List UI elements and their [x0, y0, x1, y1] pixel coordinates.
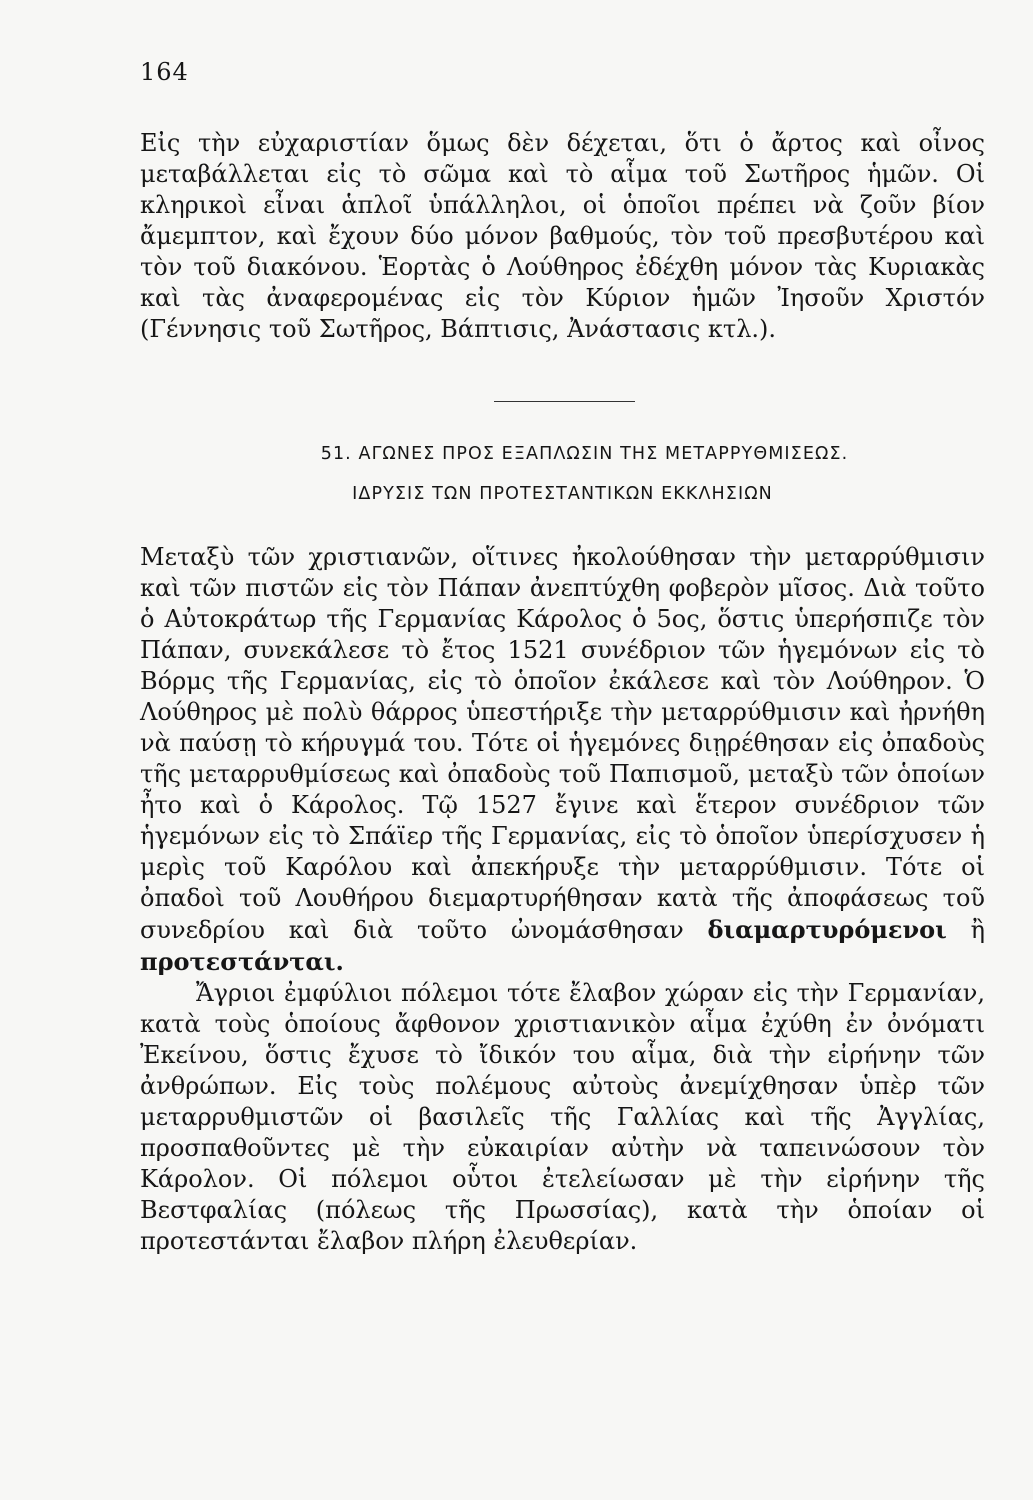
paragraph-1 [140, 542, 985, 978]
section-body [140, 542, 985, 1257]
intro-paragraph [140, 128, 985, 345]
section-heading-line-2: ΙΔΡΥΣΙΣ ΤΩΝ ΠΡΟΤΕΣΤΑΝΤΙΚΩΝ ΕΚΚΛΗΣΙΩΝ [352, 484, 773, 504]
paragraph-2: Ἄγριοι ἐμφύλιοι πόλεμοι τότε ἔλαβον χώραν εἰς τὴν Γερμανίαν, κατὰ τοὺς ὁποίους ἄφθονον χριστιανικὸν αἷμα ἐχύθη ἐν ὀνόματι Ἐκείνου, ὅστις ἔχυσε τὸ ἴδικόν του αἷμα, διὰ τὴν εἰρήνην τῶν ἀνθρώπων. Εἰς τοὺς πολέμους αὐτοὺς ἀνεμίχθησαν ὑπὲρ τῶν μεταρρυθμιστῶν οἱ βασιλεῖς τῆς Γαλλίας καὶ τῆς Ἀγγλίας, προσπαθοῦντες μὲ τὴν εὐκαιρίαν αὐτὴν νὰ ταπεινώσουν τὸν Κάρολον. Οἱ πόλεμοι οὗτοι ἐτελείωσαν μὲ τὴν εἰρήνην τῆς Βεστφαλίας (πόλεως τῆς Πρωσσίας), κατὰ τὴν ὁποίαν οἱ προτεστάνται ἔλαβον πλήρη ἐλευθερίαν. [140, 979, 985, 1255]
bold-term-2: προτεστάνται. [140, 947, 344, 976]
paragraph-1-text: Μεταξὺ τῶν χριστιανῶν, οἵτινες ἠκολούθησαν τὴν μεταρρύθμισιν καὶ τῶν πιστῶν εἰς τὸν Πάπαν ἀνεπτύχθη φοβερὸν μῖσος. Διὰ τοῦτο ὁ Αὐτοκράτωρ τῆς Γερμανίας Κάρολος ὁ 5ος, ὅστις ὑπερήσπιζε τὸν Πάπαν, συνεκάλεσε τὸ ἔτος 1521 συνέδριον τῶν ἡγεμόνων εἰς τὸ Βόρμς τῆς Γερμανίας, εἰς τὸ ὁποῖον ἐκάλεσε καὶ τὸν Λούθηρον. Ὁ Λούθηρος μὲ πολὺ θάρρος ὑπεστήριξε τὴν μεταρρύθμισιν καὶ ἠρνήθη νὰ παύσῃ τὸ κήρυγμά του. Τότε οἱ ἡγεμόνες διῃρέθησαν εἰς ὀπαδοὺς τῆς μεταρρυθμίσεως καὶ ὀπαδοὺς τοῦ Παπισμοῦ, μεταξὺ τῶν ὁποίων ἦτο καὶ ὁ Κάρολος. Τῷ 1527 ἔγινε καὶ ἕτερον συνέδριον τῶν ἡγεμόνων εἰς τὸ Σπάϊερ τῆς Γερμανίας, εἰς τὸ ὁποῖον ὑπερίσχυσεν ἡ μερὶς τοῦ Καρόλου καὶ ἀπεκήρυξε τὴν μεταρρύθμισιν. Τότε οἱ ὀπαδοὶ τοῦ Λουθήρου διεμαρτυρήθησαν κατὰ τῆς ἀποφάσεως τοῦ συνεδρίου καὶ διὰ τοῦτο ὠνομάσθησαν [140, 543, 985, 944]
bold-term-1: διαμαρτυρόμενοι [707, 915, 947, 944]
section-divider [494, 401, 635, 402]
section-heading-line-1: 51. ΑΓΩΝΕΣ ΠΡΟΣ ΕΞΑΠΛΩΣΙΝ ΤΗΣ ΜΕΤΑΡΡΥΘΜΙΣΕΩΣ. [320, 444, 849, 464]
paragraph-1-or: ἢ [970, 916, 985, 944]
intro-text: Εἰς τὴν εὐχαριστίαν ὅμως δὲν δέχεται, ὅτι ὁ ἄρτος καὶ οἶνος μεταβάλλεται εἰς τὸ σῶμα καὶ τὸ αἷμα τοῦ Σωτῆρος ἡμῶν. Οἱ κληρικοὶ εἶναι ἁπλοῖ ὑπάλληλοι, οἱ ὁποῖοι πρέπει νὰ ζοῦν βίον ἄμεμπτον, καὶ ἔχουν δύο μόνον βαθμούς, τὸν τοῦ πρεσβυτέρου καὶ τὸν τοῦ διακόνου. Ἑορτὰς ὁ Λούθηρος ἐδέχθη μόνον τὰς Κυριακὰς καὶ τὰς ἀναφερομένας εἰς τὸν Κύριον ἡμῶν Ἰησοῦν Χριστόν (Γέννησις τοῦ Σωτῆρος, Βάπτισις, Ἀνάστασις κτλ.). [140, 129, 985, 343]
page-number: 164 [140, 58, 189, 86]
